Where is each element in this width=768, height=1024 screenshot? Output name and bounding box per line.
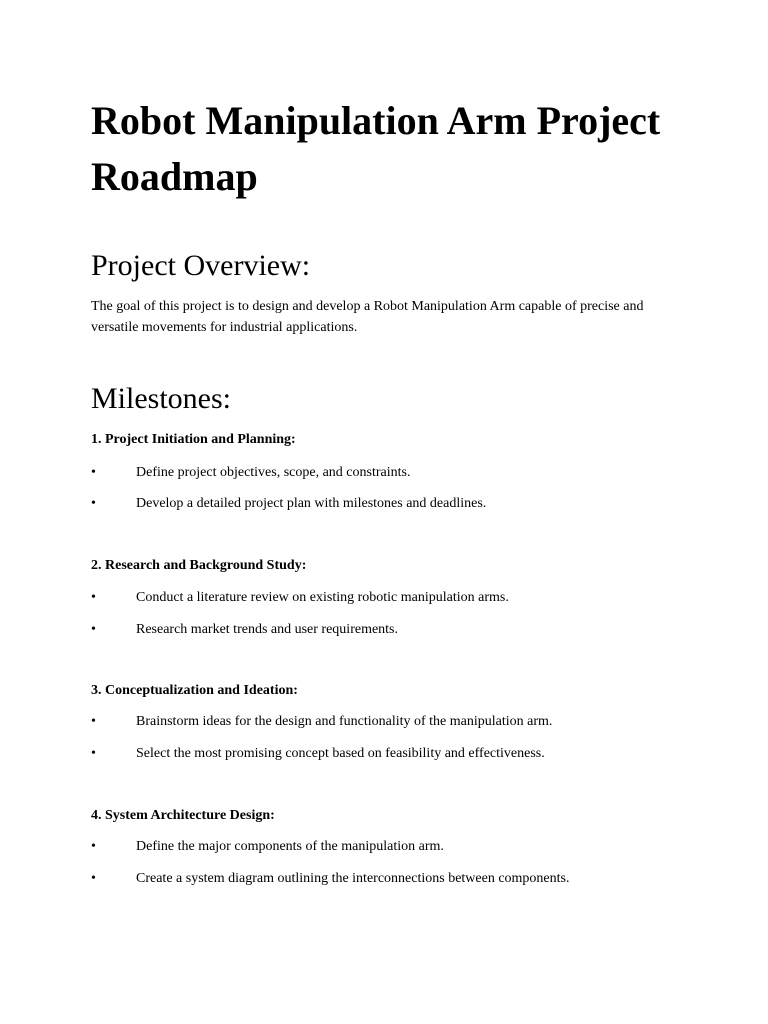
bullet-icon: • — [91, 465, 96, 480]
bullet-icon: • — [91, 590, 96, 605]
list-item — [91, 837, 691, 857]
list-item-text: Define project objectives, scope, and constraints. — [136, 465, 411, 480]
list-item-text: Conduct a literature review on existing robotic manipulation arms. — [136, 590, 509, 605]
overview-paragraph: The goal of this project is to design and develop a Robot Manipulation Arm capable of precise and versatile movements for industrial applications. — [91, 299, 644, 335]
list-item — [91, 869, 691, 889]
bullet-icon: • — [91, 496, 96, 511]
list-item-text: Brainstorm ideas for the design and functionality of the manipulation arm. — [136, 714, 553, 729]
milestone-title: 1. Project Initiation and Planning: — [91, 432, 296, 447]
milestone-title: 3. Conceptualization and Ideation: — [91, 683, 298, 698]
list-item — [91, 463, 691, 483]
list-item — [91, 588, 691, 608]
list-item — [91, 744, 691, 764]
document-title: Robot Manipulation Arm Project Roadmap — [91, 98, 661, 199]
list-item-text: Select the most promising concept based on feasibility and effectiveness. — [136, 746, 545, 761]
milestone-title: 2. Research and Background Study: — [91, 558, 307, 573]
bullet-icon: • — [91, 746, 96, 761]
list-item-text: Develop a detailed project plan with milestones and deadlines. — [136, 496, 487, 511]
milestone-title: 4. System Architecture Design: — [91, 808, 275, 823]
list-item-text: Define the major components of the manipulation arm. — [136, 839, 444, 854]
list-item-text: Create a system diagram outlining the interconnections between components. — [136, 871, 570, 886]
bullet-icon: • — [91, 839, 96, 854]
list-item — [91, 494, 691, 514]
bullet-icon: • — [91, 871, 96, 886]
list-item — [91, 620, 691, 640]
list-item-text: Research market trends and user requirements. — [136, 622, 399, 637]
milestones-heading: Milestones: — [91, 382, 231, 415]
list-item — [91, 712, 691, 732]
bullet-icon: • — [91, 622, 96, 637]
overview-heading: Project Overview: — [91, 249, 311, 282]
bullet-icon: • — [91, 714, 96, 729]
